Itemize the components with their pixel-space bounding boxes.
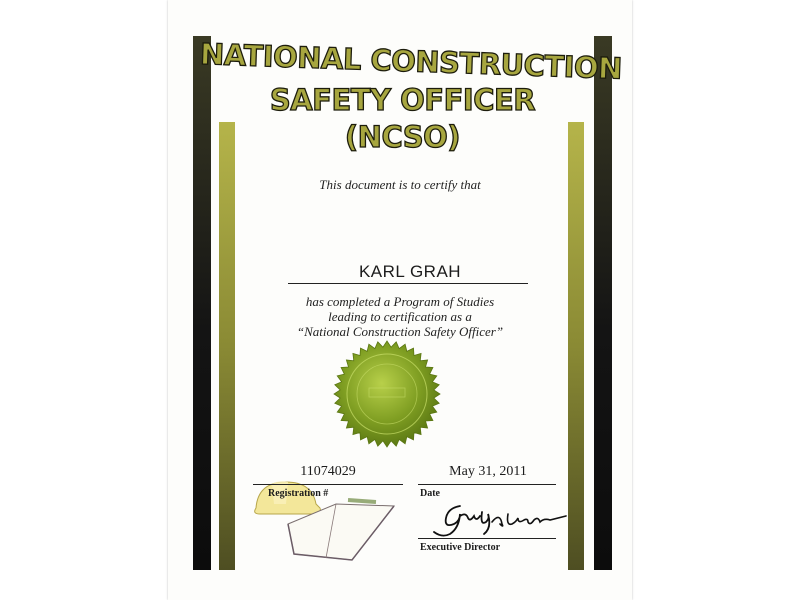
program-line-3: “National Construction Safety Officer” bbox=[296, 324, 504, 339]
program-statement bbox=[250, 294, 550, 339]
certificate-title-line-2: SAFETY OFFICER bbox=[269, 83, 536, 117]
program-line-1: has completed a Program of Studies bbox=[305, 294, 495, 309]
recipient-underline bbox=[288, 283, 528, 284]
certificate-title-line-3: (NCSO) bbox=[344, 120, 461, 154]
border-bar-inner-right bbox=[568, 122, 584, 570]
recipient-name: KARL GRAH bbox=[358, 262, 462, 281]
registration-underline bbox=[253, 484, 403, 485]
certificate-title-line-1: NATIONAL CONSTRUCTION bbox=[199, 36, 623, 86]
executive-director-signature bbox=[430, 494, 570, 540]
signature-underline bbox=[418, 538, 556, 539]
gold-seal-icon bbox=[333, 340, 441, 448]
program-line-2: leading to certification as a bbox=[328, 309, 472, 324]
issue-date: May 31, 2011 bbox=[449, 464, 527, 479]
date-label: Date bbox=[420, 488, 440, 499]
certify-intro-text: This document is to certify that bbox=[319, 177, 481, 192]
border-bar-inner-left bbox=[219, 122, 235, 570]
executive-director-label: Executive Director bbox=[420, 542, 501, 553]
registration-number: 11074029 bbox=[300, 464, 356, 479]
registration-label: Registration # bbox=[268, 488, 329, 499]
date-underline bbox=[418, 484, 556, 485]
